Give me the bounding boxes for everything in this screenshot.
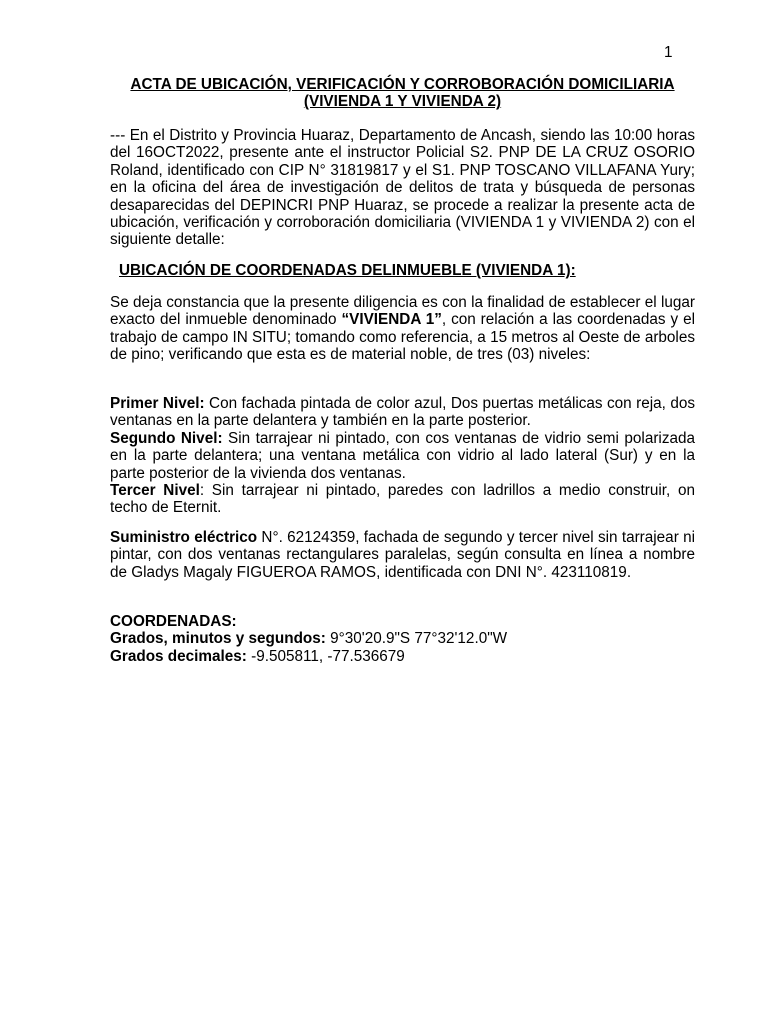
coordinates-section — [110, 613, 695, 665]
level-description: Sin tarrajear ni pintado, con cos ventanas de vidrio semi polarizada en la parte delantera; una ventana metálica con vidrio al lado lateral (Sur) y en la parte posterior de la vivienda dos ventanas. — [110, 429, 695, 482]
vivienda-1-label: “VIVIENDA 1” — [341, 311, 442, 329]
electric-supply-text: N°. 62124359, fachada de segundo y tercer nivel sin tarrajear ni pintar, con dos ventanas rectangulares paralelas, según consulta en línea a nombre de Gladys Magaly FIGUEROA RAMOS, identificada con DNI N°. 423110819. — [110, 529, 696, 581]
document-title — [110, 76, 695, 111]
decimal-label: Grados decimales: — [110, 647, 247, 665]
section-heading: UBICACIÓN DE COORDENADAS DELINMUEBLE (VIVIENDA 1): — [119, 262, 576, 279]
electric-supply-paragraph — [110, 529, 695, 581]
levels-list — [110, 395, 695, 517]
document-title-line-1: ACTA DE UBICACIÓN, VERIFICACIÓN Y CORROBORACIÓN DOMICILIARIA — [130, 76, 675, 93]
location-paragraph-text-1: Se deja constancia que la presente diligencia es con la finalidad de establecer el lugar exacto del inmueble denominado — [110, 294, 695, 329]
level-item-3 — [110, 482, 695, 517]
coordinates-heading-text: COORDENADAS: — [110, 613, 237, 630]
level-item-1 — [110, 395, 695, 430]
page-number: 1 — [664, 44, 673, 61]
decimal-value: -9.505811, -77.536679 — [246, 647, 405, 665]
location-paragraph — [110, 294, 695, 364]
level-label: Primer Nivel: — [110, 395, 205, 412]
level-description: Con fachada pintada de color azul, Dos puertas metálicas con reja, dos ventanas en la parte delantera y también en la parte posterior. — [110, 395, 695, 430]
coordinates-heading — [110, 613, 695, 630]
electric-supply-label: Suministro eléctrico — [110, 529, 258, 546]
dms-value: 9°30'20.9"S 77°32'12.0"W — [325, 630, 508, 648]
level-item-2 — [110, 430, 695, 482]
dms-label: Grados, minutos y segundos: — [110, 630, 326, 648]
document-title-line-2: (VIVIENDA 1 Y VIVIENDA 2) — [303, 93, 502, 111]
level-label: Segundo Nivel: — [110, 429, 223, 447]
level-description: : Sin tarrajear ni pintado, paredes con ladrillos a medio construir, on techo de Eternit. — [110, 482, 695, 517]
location-paragraph-text-2: , con relación a las coordenadas y el trabajo de campo IN SITU; tomando como referencia, a 15 metros al Oeste de arboles de pino; verificando que esta es de material noble, de tres (03) niveles: — [110, 311, 695, 364]
coordinates-dms — [110, 630, 695, 647]
coordinates-decimal — [110, 648, 695, 665]
intro-paragraph: --- En el Distrito y Provincia Huaraz, Departamento de Ancash, siendo las 10:00 horas del 16OCT2022, presente ante el instructor Policial S2. PNP DE LA CRUZ OSORIO Roland, identificado con CIP N° 31819817 y el S1. PNP TOSCANO VILLAFANA Yury; en la oficina del área de investigación de delitos de trata y búsqueda de personas desaparecidas del DEPINCRI PNP Huaraz, se procede a realizar la presente acta de ubicación, verificación y corroboración domiciliaria (VIVIENDA 1 y VIVIENDA 2) con el siguiente detalle: — [110, 127, 695, 249]
level-label: Tercer Nivel — [110, 482, 200, 500]
